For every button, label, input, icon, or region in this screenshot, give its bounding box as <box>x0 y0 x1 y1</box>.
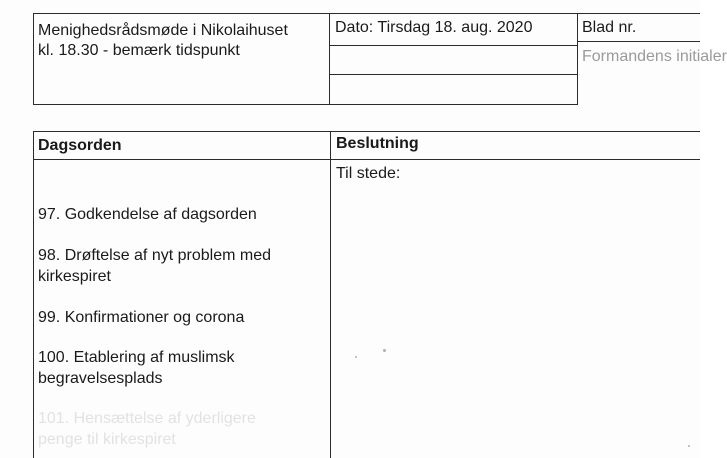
agenda-item-98: 98. Drøftelse af nyt problem med <box>38 247 271 264</box>
page-number-label: Blad nr. <box>582 19 637 36</box>
header-bottom-border <box>33 104 578 105</box>
meeting-title-line-1: Menighedsrådsmøde i Nikolaihuset <box>38 22 288 39</box>
meeting-title-line-2: kl. 18.30 - bemærk tidspunkt <box>38 42 240 59</box>
agenda-item-97: 97. Godkendelse af dagsorden <box>38 206 257 223</box>
agenda-item-98-cont: kirkespiret <box>38 268 111 285</box>
agenda-item-101-cont: penge til kirkespiret <box>38 431 176 448</box>
meeting-date: Dato: Tirsdag 18. aug. 2020 <box>335 19 533 36</box>
agenda-item-99: 99. Konfirmationer og corona <box>38 309 245 326</box>
table-column-divider <box>330 131 331 458</box>
agenda-item-101: 101. Hensættelse af yderligere <box>38 410 256 427</box>
table-header-bottom-border <box>33 159 700 160</box>
scan-speck <box>355 356 357 358</box>
chairman-initials-label: Formandens initialer <box>582 48 727 65</box>
agenda-item-100: 100. Etablering af muslimsk <box>38 349 235 366</box>
page-number-divider <box>577 41 700 42</box>
scan-speck <box>688 445 690 447</box>
header-top-border <box>33 13 700 14</box>
header-divider-2 <box>577 13 578 105</box>
table-left-border <box>33 131 34 458</box>
table-top-border <box>33 131 700 132</box>
decision-column-header: Beslutning <box>336 135 419 152</box>
agenda-item-100-cont: begravelsesplads <box>38 370 163 387</box>
scan-speck <box>383 349 386 352</box>
date-row-divider-2 <box>329 74 577 75</box>
present-label: Til stede: <box>336 165 401 182</box>
date-row-divider-1 <box>329 45 577 46</box>
header-divider-1 <box>329 13 330 105</box>
header-left-border <box>33 13 34 105</box>
agenda-column-header: Dagsorden <box>38 137 122 154</box>
